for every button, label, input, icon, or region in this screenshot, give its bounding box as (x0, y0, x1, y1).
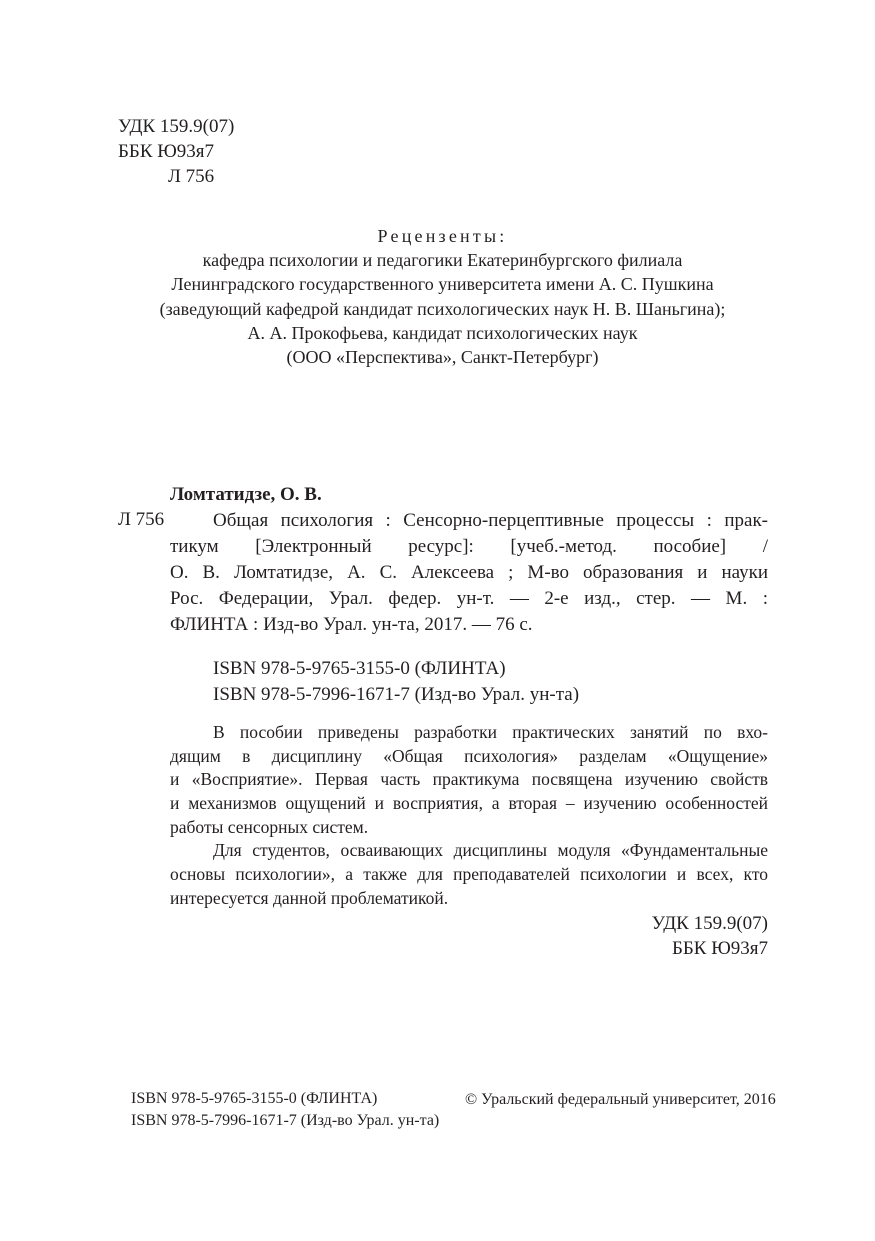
footer-isbn-line: ISBN 978-5-7996-1671-7 (Изд-во Урал. ун-та) (131, 1112, 440, 1129)
reviewers-block (150, 224, 735, 369)
description-line: тикум [Электронный ресурс]: [учеб.-метод. пособие] / (170, 536, 768, 557)
isbn-block (213, 656, 579, 708)
annotation (170, 721, 768, 911)
footer-isbn-line: ISBN 978-5-9765-3155-0 (ФЛИНТА) (131, 1090, 378, 1107)
description-line: Общая психология : Сенсорно-перцептивные процессы : прак- (213, 510, 768, 531)
udk-code: УДК 159.9(07) (118, 116, 235, 137)
reviewer-line: (ООО «Перспектива», Санкт-Петербург) (286, 346, 599, 367)
classification-block-right (560, 911, 768, 961)
annotation-line: и «Восприятие». Первая часть практикума посвящена изучению свойств (170, 769, 768, 790)
copyright-notice: © Уральский федеральный университет, 2016 (465, 1091, 776, 1108)
bbk-code: ББК Ю93я7 (118, 141, 215, 162)
description-line: Рос. Федерации, Урал. федер. ун-т. — 2-е изд., стер. — М. : (170, 588, 768, 609)
reviewer-line: кафедра психологии и педагогики Екатеринбургского филиала (202, 250, 683, 271)
reviewers-heading: Рецензенты: (377, 226, 508, 246)
annotation-line: работы сенсорных систем. (170, 816, 369, 837)
entry-cutter-mark: Л 756 (118, 509, 165, 530)
isbn-line: ISBN 978-5-7996-1671-7 (Изд-во Урал. ун-та) (213, 684, 580, 705)
description-line: О. В. Ломтатидзе, А. С. Алексеева ; М-во образования и науки (170, 562, 768, 583)
udk-code: УДК 159.9(07) (651, 913, 768, 934)
annotation-line: основы психологии», а также для преподавателей психологии и всех, кто (170, 864, 768, 885)
bbk-code: ББК Ю93я7 (671, 938, 768, 959)
annotation-line: дящим в дисциплину «Общая психология» разделам «Ощущение» (170, 745, 768, 766)
isbn-line: ISBN 978-5-9765-3155-0 (ФЛИНТА) (213, 658, 506, 679)
author-heading: Ломтатидзе, О. В. (170, 484, 322, 505)
reviewer-line: Ленинградского государственного университета имени А. С. Пушкина (171, 274, 714, 295)
annotation-line: Для студентов, осваивающих дисциплины модуля «Фундаментальные (213, 840, 768, 861)
footer-isbn-block (131, 1088, 439, 1132)
bibliographic-description (170, 508, 768, 638)
reviewer-line: А. А. Прокофьева, кандидат психологических наук (247, 322, 638, 343)
cutter-mark: Л 756 (168, 166, 215, 187)
description-line: ФЛИНТА : Изд-во Урал. ун-та, 2017. — 76 с. (170, 614, 533, 635)
classification-block (118, 114, 234, 189)
annotation-line: В пособии приведены разработки практических занятий по вхо- (213, 722, 768, 742)
annotation-line: и механизмов ощущений и восприятия, а вторая – изучению особенностей (170, 793, 768, 814)
annotation-line: интересуется данной проблематикой. (170, 887, 449, 908)
reviewer-line: (заведующий кафедрой кандидат психологических наук Н. В. Шаньгина); (159, 298, 726, 319)
